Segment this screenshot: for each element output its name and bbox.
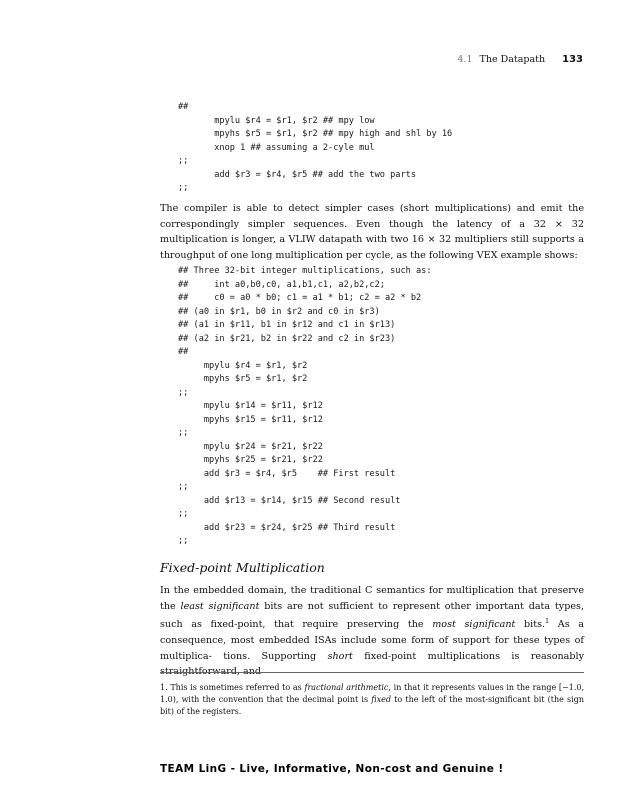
paragraph-line: most embedded ISAs include some form of support for these types of multiplica- bbox=[160, 634, 584, 662]
paragraph-line: The compiler is able to detect simpler cases (short multiplications) and emit the bbox=[160, 203, 584, 214]
footnote bbox=[160, 682, 584, 719]
code-line: ;; bbox=[178, 536, 189, 546]
paragraph-2 bbox=[160, 583, 584, 680]
code-line: ## bbox=[178, 102, 189, 112]
code-line: add $r3 = $r4, $r5 ## First result bbox=[178, 468, 396, 479]
paragraph-1 bbox=[160, 201, 584, 263]
footnote-part: 1. This is sometimes referred to as bbox=[160, 683, 305, 692]
code-line: mpyhs $r5 = $r1, $r2 ## mpy high and shl by 16 bbox=[178, 129, 453, 139]
code-line: ;; bbox=[178, 428, 189, 438]
footnote-part: to the left of the most-significant bit bbox=[390, 695, 545, 705]
code-block-2 bbox=[178, 265, 432, 549]
code-line: ## (a1 in $r11, b1 in $r12 and c1 in $r13) bbox=[178, 320, 396, 330]
code-line: add $r23 = $r24, $r25 ## Third result bbox=[178, 522, 396, 533]
paragraph-line-part: bits are not sufficient to represent other important data types, such bbox=[160, 600, 584, 631]
paragraph-line-part: bits. bbox=[515, 619, 546, 631]
code-line: ;; bbox=[178, 156, 189, 166]
emphasis: least significant bbox=[180, 600, 260, 612]
footnote-line: (the sign bit) of the registers. bbox=[160, 695, 584, 717]
emphasis: fractional arithmetic bbox=[304, 683, 389, 692]
paragraph-line-part: tions. Supporting bbox=[223, 650, 328, 662]
paragraph-line-part: the bbox=[160, 600, 181, 612]
code-line: mpyhs $r15 = $r11, $r12 bbox=[178, 414, 323, 425]
paragraph-line-part: as fixed-point, that require preserving the bbox=[191, 619, 433, 631]
code-line: mpyhs $r5 = $r1, $r2 bbox=[178, 374, 308, 384]
code-line: ## (a2 in $r21, b2 in $r22 and c2 in $r23) bbox=[178, 333, 396, 344]
code-line: ## (a0 in $r1, b0 in $r2 and c0 in $r3) bbox=[178, 306, 380, 317]
code-line: mpylu $r14 = $r11, $r12 bbox=[178, 401, 323, 411]
paragraph-line-part: fixed-point multiplications is reasonably straightforward, and bbox=[160, 650, 585, 678]
running-header bbox=[457, 54, 583, 65]
code-line: ;; bbox=[178, 509, 189, 519]
code-line: ;; bbox=[178, 387, 189, 398]
code-line: ;; bbox=[178, 183, 189, 193]
paragraph-line: correspondingly simpler sequences. Even though the latency of a 32 × 32 multiplication bbox=[160, 218, 584, 246]
emphasis: short bbox=[327, 650, 353, 662]
paragraph-line-part: As a consequence, bbox=[160, 619, 584, 646]
code-line: xnop 1 ## assuming a 2-cyle mul bbox=[178, 142, 375, 153]
code-line: ## bbox=[178, 347, 189, 357]
code-line: mpylu $r24 = $r21, $r22 bbox=[178, 441, 323, 452]
code-line: ## c0 = a0 * b0; c1 = a1 * b1; c2 = a2 * b2 bbox=[178, 293, 422, 303]
code-line: mpylu $r4 = $r1, $r2 bbox=[178, 360, 308, 371]
emphasis: most significant bbox=[432, 619, 516, 631]
code-line: ## Three 32-bit integer multiplications, such as: bbox=[178, 266, 432, 276]
footnote-part: [−1.0, 1.0), with the convention that the decimal point is bbox=[160, 683, 584, 705]
page-number: 133 bbox=[562, 54, 583, 65]
paragraph-line: one long multiplication per cycle, as the following VEX example shows: bbox=[230, 249, 578, 261]
code-line: ;; bbox=[178, 482, 189, 492]
section-number: 4.1 bbox=[457, 54, 473, 65]
footnote-marker: 1 bbox=[545, 617, 550, 626]
footnote-divider bbox=[160, 672, 584, 673]
paragraph-line: is longer, a VLIW datapath with two 16 × 32 multipliers still supports a throughput of bbox=[160, 234, 584, 261]
paragraph-line: In the embedded domain, the traditional C semantics for multiplication that preserve bbox=[160, 585, 584, 596]
section-title: The Datapath bbox=[479, 54, 546, 65]
subheading: Fixed-point Multiplication bbox=[160, 560, 325, 575]
bottom-banner: TEAM LinG - Live, Informative, Non-cost and Genuine ! bbox=[160, 763, 504, 775]
code-line: add $r3 = $r4, $r5 ## add the two parts bbox=[178, 169, 416, 180]
code-line: add $r13 = $r14, $r15 ## Second result bbox=[178, 495, 401, 506]
code-line: mpylu $r4 = $r1, $r2 ## mpy low bbox=[178, 115, 375, 126]
footnote-part: , in that it represents values in the range bbox=[388, 683, 557, 692]
code-block-1 bbox=[178, 101, 452, 196]
code-line: mpyhs $r25 = $r21, $r22 bbox=[178, 455, 323, 465]
emphasis: fixed bbox=[371, 695, 391, 705]
code-line: ## int a0,b0,c0, a1,b1,c1, a2,b2,c2; bbox=[178, 279, 385, 290]
